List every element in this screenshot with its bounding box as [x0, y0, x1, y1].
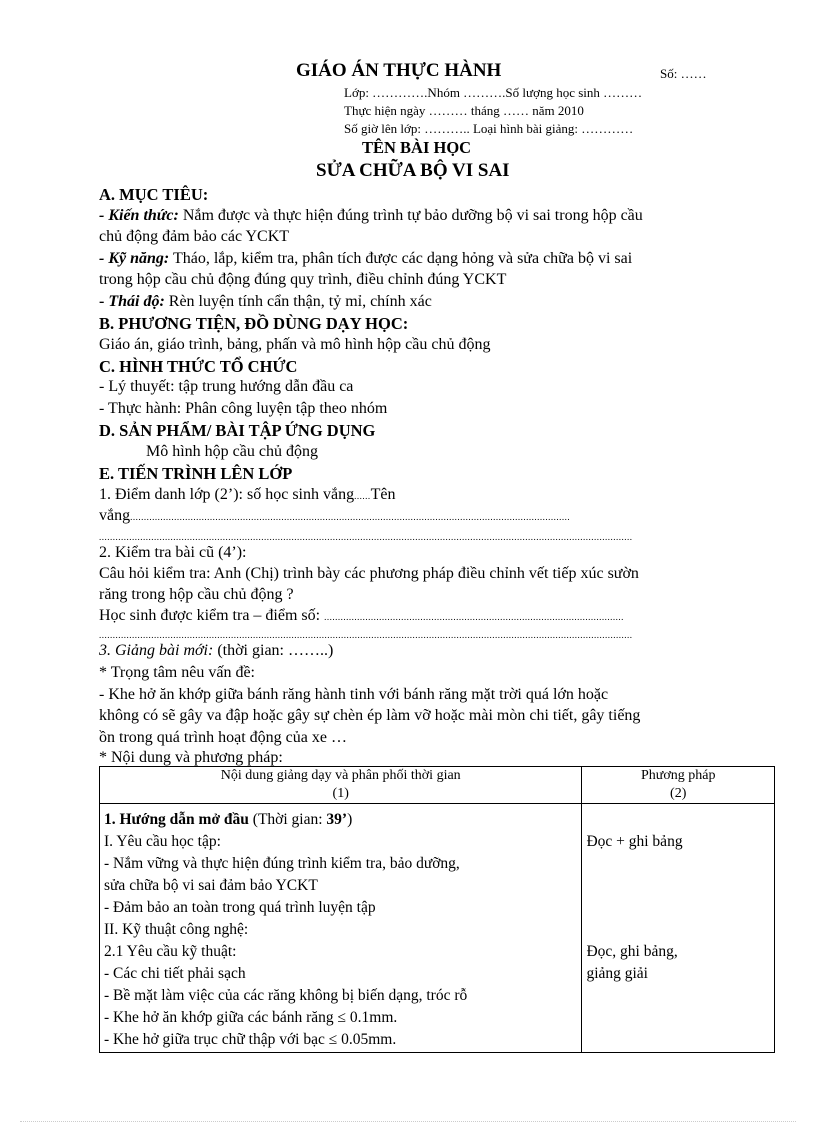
col1-header: Nội dung giảng dạy và phân phối thời gian	[220, 768, 461, 783]
section-c-line-1: - Lý thuyết: tập trung hướng dẫn đầu ca	[99, 378, 354, 395]
kiemtra-heading: 2. Kiểm tra bài cũ (4’):	[99, 544, 247, 561]
khehoe-line-2: không có sẽ gây va đập hoặc gây sự chèn ép làm vỡ hoặc mài mòn chi tiết, gây tiếng	[99, 707, 641, 724]
diemdanh-ten: Tên	[370, 486, 396, 503]
content-line: I. Yêu cầu học tập:	[104, 833, 221, 850]
kienthuc-text-2: chủ động đảm bảo các YCKT	[99, 228, 290, 245]
khehoe-line-3: ồn trong quá trình hoạt động của xe …	[99, 729, 347, 746]
content-line: sửa chữa bộ vi sai đảm bảo YCKT	[104, 877, 318, 894]
hocsinh-text: Học sinh được kiểm tra – điểm số:	[99, 607, 325, 624]
kienthuc-label: - Kiến thức:	[99, 207, 179, 224]
col1-header-cell	[100, 767, 582, 804]
so-label: Số: ……	[660, 66, 707, 81]
section-b-heading: B. PHƯƠNG TIỆN, ĐỒ DÙNG DẠY HỌC:	[99, 314, 409, 333]
kynang-text-2: trong hộp cầu chủ động đúng quy trình, điều chỉnh đúng YCKT	[99, 271, 507, 288]
table-header-row	[100, 767, 775, 804]
noidung-line: * Nội dung và phương pháp:	[99, 749, 283, 766]
kynang-label: - Kỹ năng:	[99, 250, 170, 267]
thaido-line	[99, 293, 432, 311]
col2-header: Phương pháp	[640, 768, 716, 783]
content-cell	[100, 804, 582, 1053]
vang-line	[99, 507, 570, 525]
hocsinh-dots: .............................................................................................................	[324, 612, 624, 622]
lop-line: Lớp: ………….Nhóm ……….Số lượng học sinh ………	[344, 85, 643, 100]
document-title: GIÁO ÁN THỰC HÀNH	[296, 60, 502, 81]
page-bottom-border	[20, 1121, 796, 1122]
kynang-text-1: Tháo, lắp, kiểm tra, phân tích được các dạng hỏng và sửa chữa bộ vi sai	[169, 250, 633, 267]
content-line: 2.1 Yêu cầu kỹ thuật:	[104, 943, 237, 960]
lesson-content-table	[99, 766, 775, 1053]
row-title-time: (Thời gian:	[248, 811, 327, 828]
row-title-value: 39’	[326, 811, 348, 828]
section-e-heading: E. TIẾN TRÌNH LÊN LỚP	[99, 464, 293, 483]
table-row	[100, 804, 775, 1053]
row-title-bold: 1. Hướng dẫn mở đầu	[104, 811, 249, 828]
trongtam-line: * Trọng tâm nêu vấn đề:	[99, 664, 255, 681]
sogio-line: Số giờ lên lớp: ……….. Loại hình bài giảng: …………	[344, 121, 634, 136]
kienthuc-line-1	[99, 207, 643, 225]
khehoe-line-1: - Khe hở ăn khớp giữa bánh răng hành tinh với bánh răng mặt trời quá lớn hoặc	[99, 686, 609, 703]
giangbai-time: (thời gian: ……..)	[213, 642, 334, 659]
lesson-label: TÊN BÀI HỌC	[362, 138, 472, 157]
kienthuc-text-1: Nắm được và thực hiện đúng trình tự bảo dưỡng bộ vi sai trong hộp cầu	[178, 207, 643, 224]
vang-text: vắng	[99, 507, 131, 524]
section-d-heading: D. SẢN PHẨM/ BÀI TẬP ỨNG DỤNG	[99, 421, 376, 440]
cauhoi-line-2: răng trong hộp cầu chủ động ?	[99, 586, 294, 603]
thuchien-line: Thực hiện ngày ……… tháng …… năm 2010	[344, 103, 584, 118]
vang-dots: ................................................................................................................................................................	[130, 512, 571, 522]
diemdanh-line	[99, 486, 395, 504]
giangbai-label: 3. Giảng bài mới:	[99, 642, 214, 659]
diemdanh-dots: ......	[354, 491, 371, 501]
row-title-close: )	[347, 811, 353, 828]
giangbai-line	[99, 642, 333, 660]
method-2a: Đọc, ghi bảng,	[586, 943, 678, 960]
thaido-text: Rèn luyện tính cẩn thận, tỷ mỉ, chính xác	[164, 293, 432, 310]
section-d-text: Mô hình hộp cầu chủ động	[146, 443, 318, 460]
method-1: Đọc + ghi bảng	[586, 833, 683, 850]
col2-header-cell	[582, 767, 775, 804]
thaido-prefix: -	[99, 293, 109, 310]
dots-line-2: ..................................................................................................................................................................................................	[99, 630, 633, 640]
content-line: - Các chi tiết phải sạch	[104, 965, 246, 982]
method-2b: giảng giải	[586, 965, 648, 982]
content-line: - Khe hở ăn khớp giữa các bánh răng ≤ 0.1mm.	[104, 1009, 398, 1026]
content-line: - Khe hở giữa trục chữ thập với bạc ≤ 0.05mm.	[104, 1031, 397, 1048]
section-b-text: Giáo án, giáo trình, bảng, phấn và mô hình hộp cầu chủ động	[99, 336, 491, 353]
cauhoi-line-1: Câu hỏi kiểm tra: Anh (Chị) trình bày các phương pháp điều chỉnh vết tiếp xúc sườn	[99, 565, 639, 582]
content-line: II. Kỹ thuật công nghệ:	[104, 921, 249, 938]
content-line: - Đảm bảo an toàn trong quá trình luyện tập	[104, 899, 376, 916]
thaido-label: Thái độ:	[108, 293, 165, 310]
lesson-name: SỬA CHỮA BỘ VI SAI	[316, 160, 510, 181]
content-line: - Nắm vững và thực hiện đúng trình kiểm tra, bảo dưỡng,	[104, 855, 460, 872]
content-line: - Bề mặt làm việc của các răng không bị biến dạng, tróc rỗ	[104, 987, 468, 1004]
row-title	[104, 809, 577, 831]
method-cell	[582, 804, 775, 1053]
section-a-heading: A. MỤC TIÊU:	[99, 185, 209, 204]
kynang-line-1	[99, 250, 632, 268]
dots-line-1: ..................................................................................................................................................................................................	[99, 532, 633, 542]
section-c-line-2: - Thực hành: Phân công luyện tập theo nhóm	[99, 400, 388, 417]
hocsinh-line	[99, 607, 624, 625]
col2-number: (2)	[670, 786, 687, 801]
col1-number: (1)	[332, 786, 349, 801]
section-c-heading: C. HÌNH THỨC TỔ CHỨC	[99, 357, 298, 376]
diemdanh-text: 1. Điểm danh lớp (2’): số học sinh vắng	[99, 486, 355, 503]
